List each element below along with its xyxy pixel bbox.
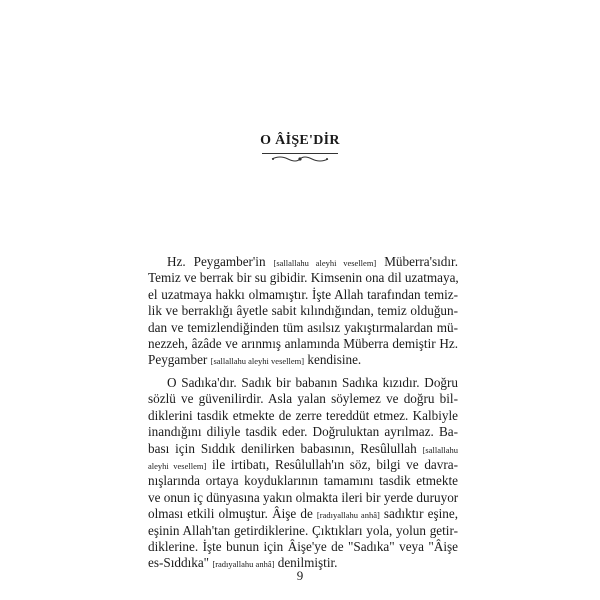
honorific-text: [sallallahu aleyhi vesellem] <box>210 356 305 367</box>
text-segment: eşinin Allah'tan getirdiklerine. Çıktıkları yola, yolun getir- <box>148 522 458 538</box>
text-line <box>148 254 458 270</box>
text-segment: Peygamber <box>148 352 211 368</box>
text-line <box>148 490 458 506</box>
paragraph-2 <box>148 375 458 572</box>
text-line <box>148 408 458 424</box>
text-line <box>148 336 458 352</box>
honorific-text: aleyhi vesellem] <box>148 460 207 471</box>
text-segment: kendisine. <box>304 352 362 368</box>
text-line <box>148 424 458 440</box>
title-rule <box>262 153 338 154</box>
text-segment: dan ve temizlendiğinden tüm asılsız yakıştırmalardan mü- <box>148 319 458 335</box>
text-segment: Müberra'sıdır. <box>376 254 458 269</box>
text-segment: diklerine. İşte bunun için Âişe'ye de "Sadıka" veya "Âişe <box>148 538 458 554</box>
text-line <box>148 352 458 368</box>
text-line <box>148 320 458 336</box>
text-line <box>148 539 458 555</box>
text-segment: nışlarında ortaya koyduklarının tamamını tasdik etmekte <box>148 473 458 489</box>
text-segment: bası için Sıddık denilirken babasının, Resûlullah <box>148 440 423 456</box>
text-segment: nezzeh, âzâde ve arınmış anlamında Müberra demiştir Hz. <box>148 335 458 351</box>
text-line <box>148 287 458 303</box>
text-segment: es-Sıddıka" <box>148 555 213 571</box>
text-segment: denilmiştir. <box>274 555 338 571</box>
text-line <box>148 441 458 457</box>
page-number: 9 <box>296 568 304 583</box>
text-segment: ile irtibatı, Resûlullah'ın söz, bilgi ve davra- <box>206 456 458 472</box>
text-line <box>148 523 458 539</box>
honorific-text: [radıyallahu anhâ] <box>212 559 275 570</box>
text-segment: el uzatmaya hakkı olmamıştır. İşte Allah tarafından temiz- <box>148 286 458 302</box>
text-line <box>148 457 458 473</box>
text-segment: Hz. Peygamber'in <box>167 254 274 269</box>
text-segment: Temiz ve berrak bir su gibidir. Kimsenin ona dil uzatmaya, <box>148 270 459 286</box>
text-segment: inandığını diliyle tasdik eder. Doğruluktan ayrılmaz. Ba- <box>148 424 458 440</box>
text-line <box>148 391 458 407</box>
text-segment: sadıktır eşine, <box>379 506 458 522</box>
honorific-text: [radıyallahu anhâ] <box>316 510 380 521</box>
chapter-title: O ÂİŞE'DİR <box>260 133 340 148</box>
text-line <box>148 303 458 319</box>
ornament-divider <box>270 155 330 163</box>
text-segment: lik ve berraklığı âyetle sabit kılındığından, temiz olduğun- <box>148 303 458 319</box>
text-segment: diklerini tasdik etmekte de zerre tereddüt etmez. Kalbiyle <box>148 407 458 423</box>
text-line <box>148 506 458 522</box>
honorific-text: [sallallahu aleyhi vesellem] <box>273 258 377 268</box>
paragraph-1 <box>148 254 458 369</box>
text-segment: olması etkili olmuştur. Âişe de <box>148 506 317 522</box>
text-segment: ve onun iç dünyasına yakın olmakta ileri bir yerde duruyor <box>148 489 459 505</box>
honorific-text: [sallallahu <box>422 444 458 455</box>
text-line <box>148 270 458 286</box>
text-segment: O Sadıka'dır. Sadık bir babanın Sadıka kızıdır. Doğru <box>167 375 458 390</box>
text-line <box>148 375 458 391</box>
text-line <box>148 473 458 489</box>
text-segment: sözlü ve güvenilirdir. Asla yalan söylemez ve doğru bil- <box>148 391 458 407</box>
